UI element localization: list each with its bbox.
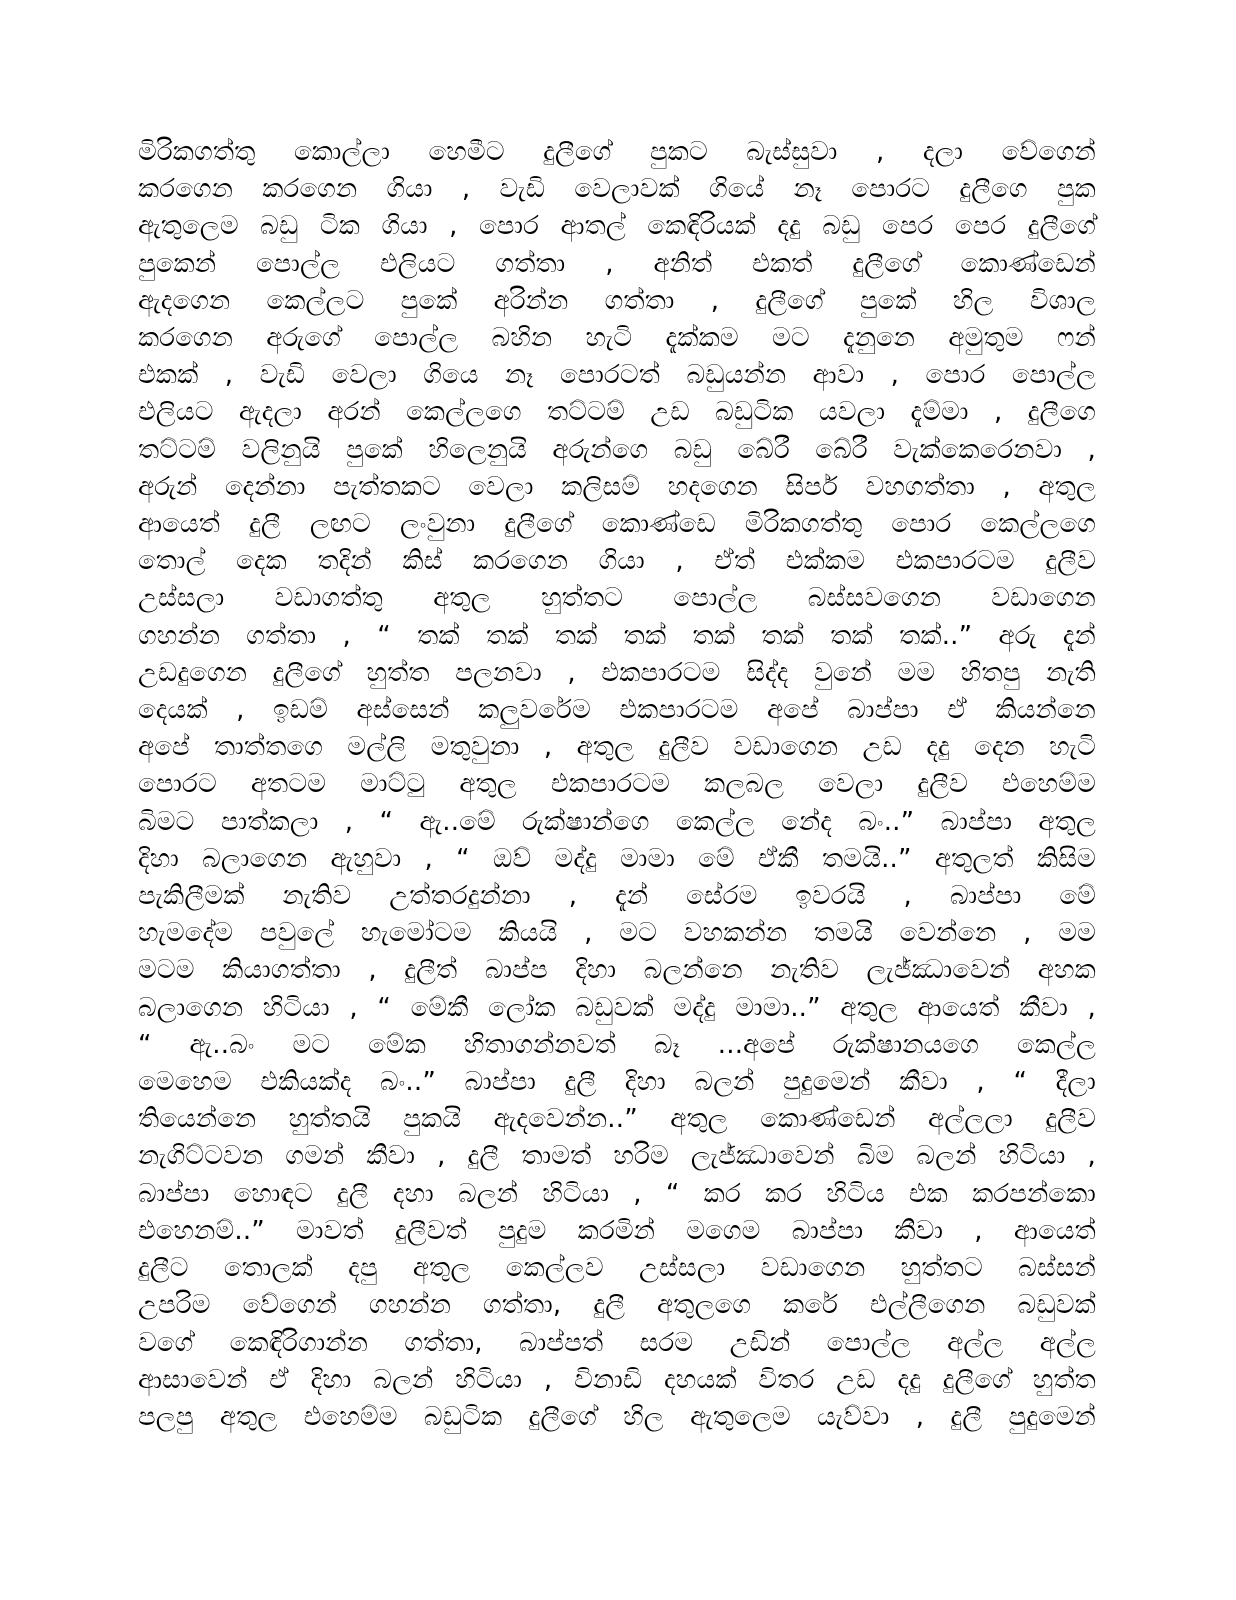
text-line: කරගෙන අරුගේ පොල්ල බහින හැටි දැක්කම මට දැනුනෙ අමුතුම ෆන් bbox=[138, 323, 1096, 354]
text-line: එහෙනම්..” මාවත් දුලීවත් පුදුම කරමින් මගෙම බාප්පා කීවා , ආයෙත් bbox=[138, 1215, 1096, 1246]
text-line: පුකෙන් පොල්ල එලියට ගත්තා , අනිත් එකත් දුලීගේ කොණ්ඩෙන් bbox=[138, 248, 1096, 279]
text-line: තියෙන්නෙ හුත්තයි පුකයි ඇදවෙන්න..” අතුල කොණ්ඩෙන් අල්ලලා දුලීව bbox=[138, 1104, 1096, 1135]
text-line: මටම කියාගත්තා , දුලීත් බාප්ප දිහා බලන්නෙ නැතිව ලැජ්ඣාවෙන් අහක bbox=[138, 955, 1096, 986]
text-line: ඇදගෙන කෙල්ලට පුකේ අරින්න ගත්තා , දුලීගේ පුකේ හිල විශාල bbox=[138, 285, 1096, 316]
text-line: “ ඇ..බං මට මේක හිතාගන්නවත් බෑ ...අපේ රුක්ෂානයගෙ කෙල්ල bbox=[138, 1029, 1096, 1060]
text-line: දුලීට තොලක් දපු අතුල කෙල්ලව උස්සලා වඩාගෙන හුත්තට බස්සන් bbox=[138, 1253, 1096, 1284]
text-line: වගේ කෙඳිරිගාන්න ගත්තා, බාප්පත් සරම උඩින් පොල්ල අල්ල අල්ල bbox=[138, 1327, 1096, 1358]
text-line: උපරිම වේගෙන් ගහන්න ගත්තා, දුලී අතුලගෙ කරේ එල්ලීගෙන බඩුවක් bbox=[138, 1290, 1096, 1321]
text-line: දිහා බලාගෙන ඇහුවා , “ ඔව් මද්දු මාමා මේ ඒකී තමයි..” අතුලත් කිසිම bbox=[138, 843, 1096, 874]
text-line: එලියට ඇදලා අරන් කෙල්ලගෙ තට්ටම් උඩ බඩුටික යවලා දැම්මා , දුලීගෙ bbox=[138, 397, 1096, 428]
text-line: ගහන්න ගත්තා , “ තක් තක් තක් තක් තක් තක් තක් තක්..” අරු දැන් bbox=[138, 620, 1096, 651]
text-line: තොල් දෙක තදින් කිස් කරගෙන ගියා , ඒත් එක්කම එකපාරටම දුලීව bbox=[138, 546, 1096, 577]
text-line: මිරිකගත්තු කොල්ලා හෙමීට දුලීගේ පුකට බැස්සුවා , දලා වේගෙන් bbox=[138, 137, 1096, 167]
text-line: බාප්පා හොඳට දුලී දහා බලන් හිටියා , “ කර කර හිටිය එක කරපන්කො bbox=[138, 1178, 1096, 1209]
text-line: එකක් , වැඩි වෙලා ගියෙ නෑ පොරටත් බඩුයන්න ආවා , පොර පොල්ල bbox=[138, 360, 1096, 391]
text-line: බිමට පාත්කලා , “ ඇ..මේ රුක්ෂාන්ගෙ කෙල්ල නේද බං..” බාප්පා අතුල bbox=[138, 806, 1096, 837]
text-line: මෙහෙම එකියක්ද බං..” බාප්පා දුලී දිහා බලන් පුදුමෙන් කීවා , “ දීලා bbox=[138, 1067, 1096, 1098]
text-line: අරුන් දෙන්නා පැත්තකට වෙලා කලිසම් හදගෙන සිපර් වහගත්තා , අතුල bbox=[138, 471, 1096, 502]
text-line: කරගෙන කරගෙන ගියා , වැඩි වෙලාවක් ගියේ නෑ පොරට දුලීගෙ පුක bbox=[138, 174, 1096, 205]
text-line: බලාගෙන හිටියා , “ මේකී ලෝක බඩුවක් මද්දු මාමා..” අතුල ආයෙත් කීවා , bbox=[138, 992, 1096, 1023]
text-line: පැකිලීමක් නැතිව උත්තරදුන්නා , දැන් සේරම ඉවරයි , බාප්පා මේ bbox=[138, 881, 1096, 912]
text-line: ආයෙත් දුලී ලඟට ලංවුනා දුලීගේ කොණ්ඩෙ මිරිකගත්තු පොර කෙල්ලගෙ bbox=[138, 509, 1096, 540]
text-line: උඩදුගෙන දුලීගේ හුත්ත පලනවා , එකපාරටම සිද්ද වුනේ මම හිතපු නැති bbox=[138, 657, 1096, 688]
text-line: හැමදේම පවුලේ හැමෝටම කියයි , මට වහකන්න තමයි වෙන්නෙ , මම bbox=[138, 918, 1096, 949]
text-line: දෙයක් , ඉඩම් අස්සෙන් කලුවරේම එකපාරටම අපේ බාප්පා ඒ කියන්නෙ bbox=[138, 695, 1096, 726]
story-text-block bbox=[138, 134, 1096, 1436]
text-line: තට්ටම් වලිනුයි පුකේ හිලෙනුයි අරුන්ගෙ බඩු බේරී බේරී වැක්කෙරෙනවා , bbox=[138, 434, 1096, 465]
text-line: පොරට අතටම මාට්ටු අතුල එකපාරටම කලබල වෙලා දුලීව එහෙම්ම bbox=[138, 769, 1096, 800]
text-line: ආසාවෙන් ඒ දිහා බලන් හිටියා , විනාඩි දහයක් විතර උඩ දදු දුලීගේ හුත්ත bbox=[138, 1364, 1096, 1395]
text-line: පලපු අතුල එහෙම්ම බඩුටික දුලීගේ හිල ඇතුලෙම යැව්වා , දුලී පුදුමෙන් bbox=[138, 1401, 1096, 1432]
text-line: නැගිට්ටවන ගමන් කීවා , දුලී තාමත් හරිම ලැජ්ඣාවෙන් බිම බලන් හිටියා , bbox=[138, 1141, 1096, 1172]
text-line: උස්සලා වඩාගත්තු අතුල හුත්තට පොල්ල බස්සවගෙන වඩාගෙන bbox=[138, 583, 1096, 614]
text-line: අපේ තාත්තගෙ මල්ලි මතුවුනා , අතුල දුලීව වඩාගෙන උඩ දදු දෙන හැටි bbox=[138, 732, 1096, 763]
text-line: ඇතුලෙම බඩු ටික ගියා , පොර ආතල් කෙඳිරියක් දදු බඩු පෙර පෙර දුලීගේ bbox=[138, 211, 1096, 242]
